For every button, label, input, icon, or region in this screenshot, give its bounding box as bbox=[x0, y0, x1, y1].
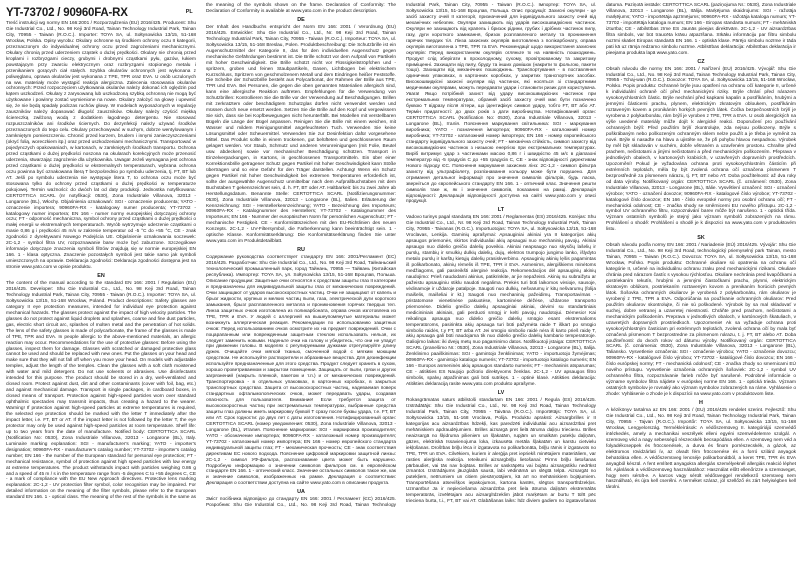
section-body-text: Treść instrukcji wg normy EN 166:2001 / Rozporządzenia (EU) 2016/425. Producent: Shu Gie Industrial Co., Ltd., No. 98 Keji 3rd Road, Tainan Technology Industrial Park, Tainan City, 70955 - Taiwan (R.O.C.). Importer: TOYA SA, ul. Sołtysowicka 13/15, 51-168 Wrocław, Polska. Opisy wyrobu: Okulary ochronne są środkiem ochrony oczu II kategorii, przeznaczonym do indywidualnej ochrony oczu przed zagrożeniami mechanicznymi. Okulary chronią przed uderzeniem cząstek o dużej prędkości. Okulary nie chronią przed kroplami i rozbryzgami cieczy, grubymi i drobnymi cząstkami pyłu, gazów, łukiem powstającym przy zwarciu elektrycznym oraz rozbryzgami stopionego metalu i przenikaniem gorących ciał stałych. Szybka okularów ochronnych jest wykonana z poliwęglanu, oprawa okularów jest wykonana z TPE, TPR oraz EVA. U osób uczulonych na ww. materiały może wystąpić reakcja alergiczna. Zalecenia stosowania okularów ochronnych: Przed rozpoczęciem użytkowania okularów należy dokonać ich oględzin pod kątem uszkodzeń. Okulary z zarysowaną lub uszkodzoną szybką ochronną nie mogą być użytkowane i powinny zostać wymienione na nowe. Okulary założyć na głowę i upewnić się, że nie będą spadały podczas ruchów głowy. W modelach wyposażonych w regulację zauszników należy dopasować długość zauszników. Okulary należy czyścić miękką ściereczką zwilżoną wodą z dodatkiem łagodnego detergentu. Nie stosować rozpuszczalników ani środków ściernych. Do dezynfekcji należy używać środków przeznaczonych do tego celu. Okulary przechowywać w suchym, dobrze wentylowanym i zamkniętym pomieszczeniu. Chronić przed kurzem, brudem i innymi zanieczyszczeniami (okryć folią, woreczkiem itp.) oraz przed uszkodzeniami mechanicznymi. Transportować w pojedynczych opakowaniach, w kartonach, w zamkniętych środkach transportu. Ochrona przed cząstkami o dużej prędkości noszona na okularach korekcyjnych może przenosić uderzenia, stwarzając zagrożenie dla użytkownika. Uwaga! Jeżeli wymagana jest ochrona przed cząstkami o dużej prędkości w ekstremalnych temperaturach, wybrana ochrona oczu powinna być oznakowana literą T bezpośrednio po symbolu uderzenia, tj. FT, BT lub AT. Jeśli po symbolu uderzenia nie występuje litera T, to ochrona oczu może być stosowana tylko do ochrony przed cząstkami o dużej prędkości w temperaturze pokojowej. Termin ważności: do dwóch lat od daty produkcji. Jednostka notyfikowana: CERTOTTICA SCARL (nr notyfikacji: 0530), Zona Industriale Villanova, 32013 - Longarone (BL), Włochy. Objaśnienia oznakowań: SGI - oznaczenie producenta; YATO - oznaczenie importera; 90960FA-RX - katalogowy numer producenta; YT-73702 - katalogowy numer importera; EN 166 - numer normy europejskiej dotyczącej ochrony oczu; FT - odporność mechaniczna, symbol ochrony przed cząstkami o dużej prędkości o małej energii w ekstremalnych temperaturach. Wyrób wytrzymuje uderzenie cząstkami o masie 0,86 g i prędkości 45 m/s w zakresie temperatur od -5 °C do +55 °C, CE - znak zgodności z dyrektywami Nowego Podejścia UE. Objaśnienie oznakowania soczewek: 2C-1,2 - symbol filtra UV, rozpoznawanie barw może być zaburzone. Szczegółowe informacje dotyczące znaczenia symboli filtrów znajdują się w normie europejskiej EN 166. 1 - klasa optyczna. Znaczenie pozostałych symboli jest takie samo jak symboli umieszczonych na oprawie. Deklaracja zgodności: Deklaracja zgodności dostępna jest na stronie www.yato.com w opisie produktu. bbox=[6, 21, 196, 271]
section-body-text: Obsah návodu podľa normy EN 166: 2001 / Nariadenie (EÚ) 2016/425. Vývojár: Shu Gie Industrial Co., Ltd., No. 98 Keji 3rd Road, technologický priemyselný park Tainan, mesto Tainan, 70955 – Taiwan (R.O.C.). Dovozca: TOYA SA, ul. Sołtysowicka 13/15, 51-168 Wrocław, Poľsko. Popis produktu: Ochranné okuliare sú opatrenia na ochranu očí kategórie II, určené na individuálnu ochranu zraku pred mechanickými rizikami. Okuliare chránia pred nárazom častíc s vysokou rýchlosťou. Okuliare nechránia pred kvapôčkami a postriekaním tekutín, hrubými a jemnými čiastočkami prachu, plynmi, elektrickým skratovým oblúkom, postriekaním roztaveným kovom a prenikaním horúcich pevných látok. Šošovka ochranných okuliarov je vyrobená z polykarbonátu, rám okuliarov je vyrobený z TPE, TPR a EVA. Odporúčania na používanie ochranných okuliarov: Pred použitím okuliarov skontrolujte, či nie sú poškodené. Výrobok by sa mal skladovať v suchej, dobre vetranej a uzavretej miestnosti. Chráňte pred prachom, nečistotami a mechanickým poškodením. Preprava v jednotlivých obaloch, v kartónových škatuliach, v uzavretých dopravných prostriedkoch. Upozornenie! Ak sa vyžaduje ochrana proti vysokorýchlostným časticiam pri extrémnych teplotách, zvolená ochrana očí by mala byť označená písmenom T bezprostredne za písmenom nárazu, t. j. FT, BT alebo AT. Doba použiteľnosti: do dvoch rokov od dátumu výroby. Notifikovaný orgán: CERTOTTICA SCARL (č. oznámenia: 0530), Zona Industriale Villanova, 32013 - Longarone (BL), Taliansko. Vysvetlenie označenia: SGI - označenie výrobcu; YATO - označenie dovozcu; 90960FA-RX - katalógové číslo výrobcu; YT-73702 - katalógové číslo dovozcu; EN 166 - číslo európskej normy; FT - mechanická odolnosť; CE - značka zhody so smernicami EÚ nového prístupu. Vysvetlenie označenia ochranných šošoviek: 2C-1,2 - symbol UV ochranného filtra, rozpoznávanie farieb môže byť narušené. Podrobné informácie o význame symbolov filtra nájdete v európskej norme EN 166. 1 - optická trieda. Význam ostatných symbolov je rovnaký ako význam symbolov zobrazených na ráme. Vyhlásenie o zhode: Vyhlásenie o zhode je k dispozícii na www.yato.com v produktovom liste. bbox=[606, 243, 796, 398]
language-heading: UA bbox=[297, 489, 305, 496]
language-heading: RU bbox=[297, 247, 305, 254]
section-body-text: Der Inhalt des Handbuchs entspricht der Norm EN 166: 2001 / Verordnung (EU) 2016/425. Entwickler: Shu Gie Industrial Co., Ltd., Nr. 98 Keji 3rd Road, Tainan Technology Industrial Park, Tainan City, 70955 - Taiwan (R.O.C.). Importeur: TOYA SA, ul. Sołtysowicka 13/15, 51-168 Breslau, Polen. Produktbeschreibung: Die Schutzbrille ist ein Augenschutzmittel der Kategorie II, das für den individuellen Augenschutz gegen mechanische Gefährdungen bestimmt ist. Die Brille schützt vor dem Aufprall von Partikeln mit hoher Geschwindigkeit. Die Brille schützt nicht vor Flüssigkeitströpfchen und -spritzern, groben und feinen Staubpartikeln, Gasen, Lichtbogen bei elektrischem Kurzschluss, Spritzern von geschmolzenem Metall und dem Eindringen heißer Feststoffe. Die Scheibe der Schutzbrille besteht aus Polycarbonat, der Rahmen der Brille aus TPE, TPR und EVA. Bei Personen, die gegen die oben genannten Materialien allergisch sind, kann eine allergische Reaktion auftreten. Empfehlungen für die Verwendung von Schutzbrillen: Kontrollieren Sie die Brille vor der Verwendung auf Beschädigungen. Brillen mit zerkratztem oder beschädigtem Schutzglas dürfen nicht verwendet werden und müssen durch neue ersetzt werden. Setzen Sie die Brille auf den Kopf und vergewissern Sie sich, dass sie bei Kopfbewegungen nicht herunterfällt. Bei Modellen mit verstellbaren Bügeln die Länge der Bügel anpassen. Reinigen Sie die Brille mit einem weichen, mit Wasser und mildem Reinigungsmittel angefeuchteten Tuch. Verwenden Sie keine Lösungsmittel oder Scheuermittel. Verwenden Sie zur Desinfektion dafür vorgesehene Mittel. Das Produkt sollte in einem trockenen, gut belüfteten und geschlossenen Raum gelagert werden. Vor Staub, Schmutz und anderen Verunreinigungen (mit Folie, Beutel usw. abdecken) sowie vor mechanischer Beschädigung schützen. Transport in Einzelverpackungen, in Kartons, in geschlossenen Transportmitteln. Ein über einer Korrektionsbrille getragener Schutz gegen Partikel mit hoher Geschwindigkeit kann Stöße übertragen und so eine Gefahr für den Träger darstellen. Achtung! Wenn ein Schutz gegen Partikel mit hoher Geschwindigkeit bei extremen Temperaturen erforderlich ist, sollte der ausgewählte Augenschutz unmittelbar nach dem Aufprallbuchstaben mit dem Buchstaben T gekennzeichnet sein, d. h. FT, BT oder AT. Haltbarkeit: bis zu zwei Jahre ab Herstellungsdatum. Benannte Stelle: CERTOTTICA SCARL (Notifizierungsnummer: 0530), Zona Industriale Villanova, 32013 - Longarone (BL), Italien. Erläuterung der Kennzeichnung: SGI - Herstellerkennzeichnung; YATO - Bezeichnung des Importeurs; 90960FA-RX - Katalognummer des Herstellers; YT-73702 - Katalognummer des Importeurs; EN 166 - Nummer der europäischen Norm für persönlichen Augenschutz; FT - mechanische Festigkeit. CE - Konformitätszeichen mit den EU-Richtlinien des neuen Konzepts. 2C-1,2 - UV-Filtersymbol, die Farberkennung kann beeinträchtigt sein. 1 - optische Klasse. Konformitätserklärung: Die Konformitätserklärung finden Sie unter www.yato.com im Produktdetailblatt. bbox=[206, 24, 396, 245]
language-heading: EN bbox=[97, 273, 105, 280]
section-pl bbox=[6, 21, 196, 271]
section-body-text: Vadovo turinys pagal standartą EN 166: 2001 / Reglamentas (ES) 2016/425. Kūrėjas: Shu Gie Industrial Co., Ltd., Nr. 98 Keji 3rd Road, Tainan Technology Industrial Park, Tainan City, 70955 - Taivanas (R.O.C.). Importuotojas: TOYA SA, ul. Sołtysowicka 13/15, 51-168 Vroclavas, Lenkija. Gaminių aprašymai: Apsauginiai akiniai yra II kategorijos akių apsaugos priemonės, skirtos individualiai akių apsaugai nuo mechaninių pavojų. Akiniai apsaugo nuo didelio greičio dalelių poveikio. Akiniai neapsaugo nuo skysčių lašelių ir purslų, stambių ir smulkių dulkių dalelių, dujų, elektros trumpojo jungimo lanko, išlydyto metalo purslų ir karštų kietųjų dalelių prasiskverbimo. Apsauginių akinių lęšis pagamintas iš polikarbonato, akinių rėmelis iš TPE, TPR ir EVA. Asmenims, alergiškiems minėtoms medžiagoms, gali pasireikšti alerginė reakcija. Rekomendacijos dėl apsauginių akinių naudojimo: Prieš naudodami akinius, patikrinkite, ar jie nepažeisti. Akinių su subraižytu ar pažeistu apsauginiu stiklu naudoti negalima. Prekės turi būti laikomos vėsioje, sausoje, vėdinamoje ir uždaroje patalpoje. Saugoti nuo dulkių, nešvarumų ir kitų nešvarumų (folija maišelis, maišeliai ir kt.) Saugoti nuo mechaninių pažeidimų. Transportavimas - pristatomose vienetinėse pakuotėse, kartoninėse dėžėse, uždarose transporto priemonėse. Didelio greičio dalelių apsauginiai akiniai, dėvimi su standartiniais medicininiais akiniais, gali perduoti smūgį ir kelti pavojų naudotojui. Dėmesio! Kai reikalinga apsauga nuo didelio greičio dalelių smūgio esant ekstremalioms temperatūroms, pasirinkta akių apsauga turi būti pažymėta raide T iškart po smūgio simbolio raidės, t.y FT, BT arba AT. Jei smūgio simbolio raidė nėra iš karto prieš raidę T, akių apsauga gali būti naudojama tik nuo didelio greičio dalelių kambario temperatūroje. Galiojimo laikas: iki dvejų metų nuo pagaminimo datos. Notifikuotoji įstaiga: CERTOTTICA SCARL (pranešimo Nr.: 0530), Zona Industriale Villanova, 32013 - Longarone (BL), Italija. Ženklinimo paaiškinimas: SGI - gamintojo ženklinimas; YATO - importuotojo žymėjimas; 90960FA-RX - gamintojo katalogo numeris; YT-73702 - importuotojo katalogo numeris; EN 166 - Europos asmeninės akių apsaugos standarto numeris; FT - mechaninis atsparumas; CE - atitikties ES Naujojo požiūrio direktyvoms ženklas. 2C-1,2 - UV apsaugos filtro simbolis, spalvų atpažinimas gali būti sutrikęs. 1 - optinė klasė. Atitikties deklaracija: Atitikties deklaraciją rasite www.yato.com produkto aprašyme. bbox=[406, 215, 596, 388]
section-h bbox=[606, 399, 796, 491]
section-ru bbox=[206, 246, 396, 487]
section-body-text: Rokasgrāmatas saturs atbilstoši standartam EN 166: 2001 / Regula (ES) 2016/425. Izstrādātājs: Shu Gie Industrial Co., Ltd., Nr. 98 Keji 3rd Road, Tainan Technology Industrial Park, Tainan City, 70955 - Taivāna (R.O.C.). Importētājs: TOYA SA, ul. Sołtysowicka 13/15, 51-168 Vroclava, Polija. Produktu apraksti: Aizsargbrilles ir II kategorijas acu aizsardzības līdzekļi, kas paredzēti individuālai acu aizsardzībai pret mehāniskiem apdraudējumiem. Brilles aizsargā pret lielā ātruma daļiņu triecienu. Brilles neaizsargā no šķidruma pilieniem un šļakatām, rupjām un smalkām putekļu daļiņām, gāzes, elektriskā īssavienojuma loka, izkausēta metāla šļakatām un karstu cietvielu iekļūšanas. Drošības briļļu lēca ir izgatavota no polikarbonāta, briļļu rāmis ir izgatavots no TPE, TPR un EVA. Cilvēkiem, kuriem ir alerģija pret iepriekš minētajiem materiāliem, var rasties alerģiska reakcija. Ieteikumi aizsargbriļļu lietošanai: Pirms briļļu lietošanas pārbaudiet, vai tās nav bojātas. Brilles ar saskrāpētu vai bojātu aizsargstiklu nedrīkst izmantot. Izstrādājums jāuzglabā sausā, labi vēdināmā un slēgtā telpā. Aizsargāt no putekļiem, netīrumiem un citiem piesārņotājiem, kā arī no mehāniskiem bojājumiem. Transportēšana atsevišķos iepakojumos, kartona kastēs, slēgtos transportlīdzekļos. Uzmanību! Ja ir nepieciešama aizsardzība pret liela ātruma daļiņām ekstremālās temperatūrās, izvēlētajam acu aizsarglīdzeklim jābūt marķētam ar burtu T tūlīt pēc trieciena burta, t.i., FT, BT vai AT. Glabāšanas laiks: līdz diviem gadiem no izgatavošanas datuma. Paziņotā iestāde: CERTOTTICA SCARL (paziņojuma Nr.: 0530), Zona Industriale Villanova, 32013 - Longarone (BL), Itālija. Marķējuma skaidrojums: SGI - ražotāja marķējums; YATO - importētāja apzīmējums; 90960FA-RX - ražotāja kataloga numurs; YT-73702 - importētāja kataloga numurs; EN 166 - Eiropas standarta numurs; FT - mehāniskā izturība; CE - atbilstības zīme ES Jaunās pieejas direktīvām. 2C-1,2 - UV aizsardzības filtra simbols, var būt traucēta krāsu atpazīšana. Sīkāku informāciju par filtru simbolu nozīmi skatiet Eiropas standartā EN 166. 1 - optiskā klase. Pārējo simbolu nozīme ir tāda pati kā uz rāmja redzamo simbolu nozīme. Atbilstības deklarācija: Atbilstības deklarācija ir pieejama produkta lapā www.yato.com. bbox=[406, 3, 797, 505]
section-de bbox=[206, 16, 396, 245]
section-sk bbox=[606, 234, 796, 398]
language-heading: SK bbox=[697, 235, 705, 242]
section-body-text: The content of the manual according to the standard EN 166: 2001 / Regulation (EU) 2016/425. Developer: Shu Gie Industrial Co., Ltd., No. 98 Keji 3rd Road, Tainan Technology Industrial Park, Tainan City, 70955 - Taiwan (R.O.C.). Importer: TOYA SA, ul. Sołtysowicka 13/15, 51-168 Wrocław, Poland. Product descriptions: Safety glasses are category II eye protection measures, intended for individual eye protection against mechanical hazards. The glasses protect against the impact of high velocity particles. The glasses do not protect against liquid droplets and splashes, coarse and fine dust particles, gas, electric short circuit arc, splashes of molten metal and the penetration of hot solids. The lens of the safety glasses is made of polycarbonate, the frame of the glasses is made of TPE, TPR and EVA. In people allergic to the above-mentioned materials, an allergic reaction may occur. Recommendations for the use of protective glasses: Before using the glasses, inspect them for damage. Glasses with scratched or damaged protective glass cannot be used and should be replaced with new ones. Put the glasses on your head and make sure that they will not fall off when you move your head. On models with adjustable temples, adjust the length of the temples. Clean the glasses with a soft cloth moistened with water and mild detergent. Do not use solvents or abrasives. Use disinfectants intended for this purpose. The product should be stored in a dry, well-ventilated and closed room. Protect against dust, dirt and other contaminants (cover with foil, bag, etc.) and against mechanical damage. Transport in single packages, in cardboard boxes, in closed means of transport. Protection against high-speed particles worn over standard ophthalmic spectacles may transmit impacts, thus creating a hazard to the wearer. Warning! If protection against high-speed particles at extreme temperatures is required, the selected eye protection should be marked with the letter T immediately after the impact letter, i.e. FT, BT or AT. If the impact letter is not followed by the letter T, the eye protector may only be used against high-speed particles at room temperature. Shelf life: up to two years from the date of manufacture. Notified body: CERTOTTICA SCARL (Notification No: 0530), Zona Industriale Villanova, 32013 - Longarone (BL), Italy. Luminaire marking explanation: SGI - manufacturer's marking; YATO - importer's designation; 90960FA-RX - manufacturer's catalog number; YT-73702 - importer's catalog number; EN 166 - the number of the European standard for personal eye protection; FT - mechanical resistance, symbol of protection against high speed particles with low energy at extreme temperatures. The product withstands impact with particles weighing 0.86 g and a speed of 45 m / s in the temperature range from -5 degrees C to +55 degrees C, CE - a mark of compliance with the EU New Approach directives. Protective lens marking explanation: 2C-1,2 - UV protection filter symbol, color recognition may be impaired. For detailed information on the meaning of the filter symbols, please refer to the European standard EN 166. 1 - optical class. The meaning of the rest of the symbols is the same as the meaning of the symbols shown on the frame. Declaration of Conformity: The Declaration of Conformity is available at www.yato.com in the product description. bbox=[6, 3, 396, 501]
section-body-text: Зміст посібника відповідно до стандарту EN 166: 2001 / Регламент (ЄС) 2016/425. Розробник: Shu Gie Industrial Co., Ltd., No. 98 Keji 3rd Road, Tainan Technology Industrial Park, Tainan City, 70955 - Taiwan (R.O.C.). Імпортер: TOYA SA, ul. Sołtysowicka 13/15, 51-168 Вроцлав, Польща. Опис продукції: Захисні окуляри - це засіб захисту очей II категорії, призначений для індивідуального захисту очей від механічних небезпек. Окуляри захищають від ударів високошвидкісних частинок. Окуляри не захищають від крапель і бризок рідини, грубих і дрібних частинок пилу, газу, дуги короткого замикання, бризок розплавленого металу та проникнення гарячих твердих тіл. Лінза захисних окулярів виготовлена з полікарбонату, оправа окулярів виготовлена з TPE, TPR та EVA. Рекомендації щодо використання захисних окулярів: Перед використанням окулярів огляньте їх на наявність пошкоджень. Продукт слід зберігати в прохолодному, сухому, провітрюваному та закритому приміщенні. Захищати від пилу, бруду та інших домішок (накрити їх фольгою, пакети тощо). Захищати від механічних пошкоджень. Транспортування - в поставляння одиничних упаковках, в картонних коробках, у закритих транспортних засобах. Високошвидкісні захисні окуляри від частинок, які носяться зі стандартними медичними окулярами, можуть передавати удари і становити ризик для користувача. Увага! Якщо потрібний захист від удару високошвидкісних частинок при екстремальних температурах, обраний засіб захисту очей має бути позначено буквою T відразу після літери, що ідентифікує символ удару, тобто FT, BT або AT. Термін придатності: до двох років з дати виробництва. Нотифікований орган: CERTOTTICA SCARL (Notification No: 0530), Zona Industriale Villanova, 32013 - Longarone (BL), Італія. Пояснення маркування світильника: SGI - маркування виробника; YATO - позначення імпортера; 90960FA-RX - каталожний номер виробника; YT-73702 - каталожний номер імпортера; EN 166 - номер європейського стандарту індивідуального захисту очей; FT - механічна стійкість, символ захисту від високошвидкісних частинок з низькою енергією при екстремальних температурах. Виріб витримує удар з частинками масою 0,86 г і швидкістю 45 м/с в діапазоні температур від -5 градусів С до +55 градусів С, CE - знак відповідності директивам Нового підходу ЄС. Пояснення маркування захисних лінз: 2C-1,2 - символ фільтра захисту від ультрафіолету, розпізнавання кольору може бути порушено. Для отримання детальної інформації про значення символів фільтрів, будь ласка, зверніться до європейського стандарту EN 166. 1 - оптичний клас. Значення решти символів таке ж, як і значення символів, показаних на рамці. Декларація відповідності: Декларація відповідності доступна на сайті www.yato.com у описі продукції. bbox=[206, 3, 596, 509]
language-heading: PL bbox=[185, 8, 193, 15]
section-body-text: A kézikönyv tartalma az EN 166: 2001 / (EU) 2016/425 rendelet szerint. Fejlesztő: Shu Gie Industrial Co., Ltd., No. 98 Keji 3rd Road, Tainan Technology Industrial Park, Tainan City, 70955 - Tajvan (R.O.C.). Importőr: TOYA SA, ul. Sołtysowicka 13/15, 51-168 Wrocław, Lengyelország. Termékleírások: A védőszemüveg II. kategóriájú szemvédő intézkedés, amely a mechanikai veszélyek elleni egyéni szemvédelemre szolgál. A szemüveg véd a nagy sebességű részecskék becsapódása ellen. A szemüveg nem véd a folyadékcseppek és fröccsenések, a durva és finom porrészecskék, a gázok, az elektromos rövidzárlati ív, az olvadt fém fröccsenése és a forró szilárd anyagok behatolása ellen. A védőszemüveg lencséje polikarbonátból, a keret TPE, TPR és EVA anyagból készül. A fent említett anyagokra allergiás személyeknél allergiás reakció léphet fel. Ajánlások a védőszemüveg használatához: Használat előtt ellenőrizze a szemüveget, hogy nem sérült-e. A karcos vagy sérült védőüveggel rendelkező szemüveg nem használható, és újra kell cserélni. A terméket száraz, jól szellőző és zárt helyiségben kell tárolni. bbox=[606, 408, 796, 491]
language-heading: DE bbox=[297, 16, 305, 23]
language-heading: H bbox=[699, 400, 703, 407]
language-heading: CZ bbox=[697, 58, 705, 65]
section-cz bbox=[606, 58, 796, 234]
section-body-text: Obsah návodu dle normy EN 166: 2001 / Nařízení (EU) 2016/425. Vývojář: Shu Gie Industrial Co., Ltd., No. 98 Keji 3rd Road, Tainan Technology Industrial Park, Tainan City, 70955 - Tchaj-wan (R.O.C.). Dovozce: TOYA SA, ul. Sołtysowicka 13/15, 51-168 Wrocław, Polsko. Popis produktu: Ochranné brýle jsou opatření na ochranu očí kategorie II, určené k individuální ochraně očí před mechanickými riziky. Brýle chrání před nárazem vysokorychlostních částic. Brýle nechrání před kapkami kapalin a postříkáním, hrubými a jemnými částicemi prachu, plynem, elektrickým zkratovým obloukem, postříkáním roztaveným kovem a pronikáním horkých pevných látek. Čočka bezpečnostních brýlí je vyrobena z polykarbonátu, rám brýlí je vyroben z TPE, TPR a EVA. U osob alergických na výše uvedené materiály může dojít k alergické reakci. Doporučení pro používání ochranných brýlí: Před použitím brýlí zkontrolujte, zda nejsou poškozeny. Brýle s poškrábaným nebo poškozeným ochranným sklem nelze použít a je třeba je vyměnit za nové. Brýle si nasaďte na hlavu a ujistěte se, že při pohybu hlavou nespadnou. Výrobek by měl být skladován v suchém, dobře větraném a uzavřeném prostoru. Chraňte před prachem, nečistotami a jinými nečistotami a před mechanickým poškozením. Přeprava v jednotlivých obalech, v kartonových krabicích, v uzavřených dopravních prostředcích. Upozornění! Pokud je vyžadována ochrana proti vysokorychlostním částicím při extrémních teplotách, měla by být zvolená ochrana očí označena písmenem T bezprostředně za písmenem nárazu, tj. FT, BT nebo AT. Doba použitelnosti: až dva roky od data výroby. Notifikovaný orgán: CERTOTTICA SCARL (č. oznámení: 0530), Zona Industriale Villanova, 32013 - Longarone (BL), Itálie. Vysvětlení označení: SGI - označení výrobce; YATO - označení dovozce; 90960FA-RX - katalogové číslo výrobce; YT-73702 - katalogové číslo dovozce; EN 166 - číslo evropské normy pro osobní ochranu očí; FT - mechanická odolnost; CE - značka shody se směrnicemi EU nového přístupu. 2C-1,2 - symbol UV ochranného filtru, rozpoznávání barev může být narušeno. 1 - optická třída. Význam ostatních symbolů je stejný jako význam symbolů zobrazených na rámu. Prohlášení o shodě: Prohlášení o shodě je k dispozici na www.yato.com v produktovém listu. bbox=[606, 66, 796, 233]
section-body-text: Содержание руководства соответствует стандарту EN 166: 2001/Регламент (ЕС) 2016/425. Разработчик: Shu Gie Industrial Co., Ltd., No. 98 Keji 3rd Road, Тайнаньский технологический промышленный парк, город Тайнань, 70955 — Тайвань (Китайская республика). Импортер: TOYA SA, ул. Sołtysowicka 13/15, 51-168 Вроцлав, Польша. Описание продукции: Защитные очки относятся к средствам защиты глаз II категории и предназначены для индивидуальной защиты глаз от механических повреждений. Очки защищают от ударов высокоскоростных частиц. Очки не защищают от капель и брызг жидкости, крупных и мелких частиц пыли, газа, электрической дуги короткого замыкания, брызг расплавленного металла и проникновения горячих твердых тел. Линза защитных очков изготовлена из поликарбоната, оправа очков изготовлена из TPE, TPR и EVA. У людей с аллергией на вышеупомянутые материалы может возникнуть аллергическая реакция. Рекомендации по использованию защитных очков: Перед использованием очков осмотрите их на предмет повреждений. Очки с поцарапанным или поврежденным защитным стеклом использовать нельзя, их следует заменить новыми. Наденьте очки на голову и убедитесь, что они не упадут при движении головы. В моделях с регулируемыми дужками отрегулируйте длину дужек. Очищайте очки мягкой тканью, смоченной водой с мягким моющим средством. Не используйте растворители и абразивные вещества. Для дезинфекции используйте предназначенные для этого средства. Продукт следует хранить в сухом, хорошо проветриваемом и закрытом помещении. Защищать от пыли, грязи и других загрязнений (накрыть пленкой, пакетом и т.п.) и от механических повреждений. Транспортировка - в отдельных упаковках, в картонных коробках, в закрытых транспортных средствах. Защита от высокоскоростных частиц, надеваемая поверх стандартных офтальмологических очков, может передавать удары, создавая опасность для пользователя. Внимание! Если требуется защита от высокоскоростных частиц при экстремальных температурах, выбранные средства защиты глаз должны иметь маркировку буквой Т сразу после буквы удара, т.е. FT, BT или AT. Срок годности: до двух лет с даты изготовления. Нотифицированный орган: CERTOTTICA SCARL (номер уведомления: 0530), Zona Industriale Villanova, 32013 - Longarone (BL), Италия. Пояснение маркировки: SGI - маркировка производителя; YATO - обозначение импортера; 90960FA-RX - каталожный номер производителя; YT-73702 - каталожный номер импортера; EN 166 - номер европейского стандарта индивидуальной защиты глаз; FT - механическая прочность; CE - знак соответствия директивам ЕС нового подхода. Пояснение цифровой маркировки защитной линзы: 2C-1,2 - символ УФ-фильтра, распознавание цвета может быть нарушено. Подробную информацию о значении символов фильтров см. в европейском стандарте EN 166. 1 - оптический класс. Значение остальных символов такое же, как и значение символов, изображенных на рамке. Декларация о соответствии: Декларация о соответствии доступна на сайте www.yato.com в описании продукта. bbox=[206, 255, 396, 487]
language-heading: LT bbox=[497, 207, 505, 214]
section-lt bbox=[406, 206, 596, 388]
language-heading: LV bbox=[497, 390, 505, 397]
document-title: YT-73702 / 90960FA-RX bbox=[6, 7, 128, 19]
